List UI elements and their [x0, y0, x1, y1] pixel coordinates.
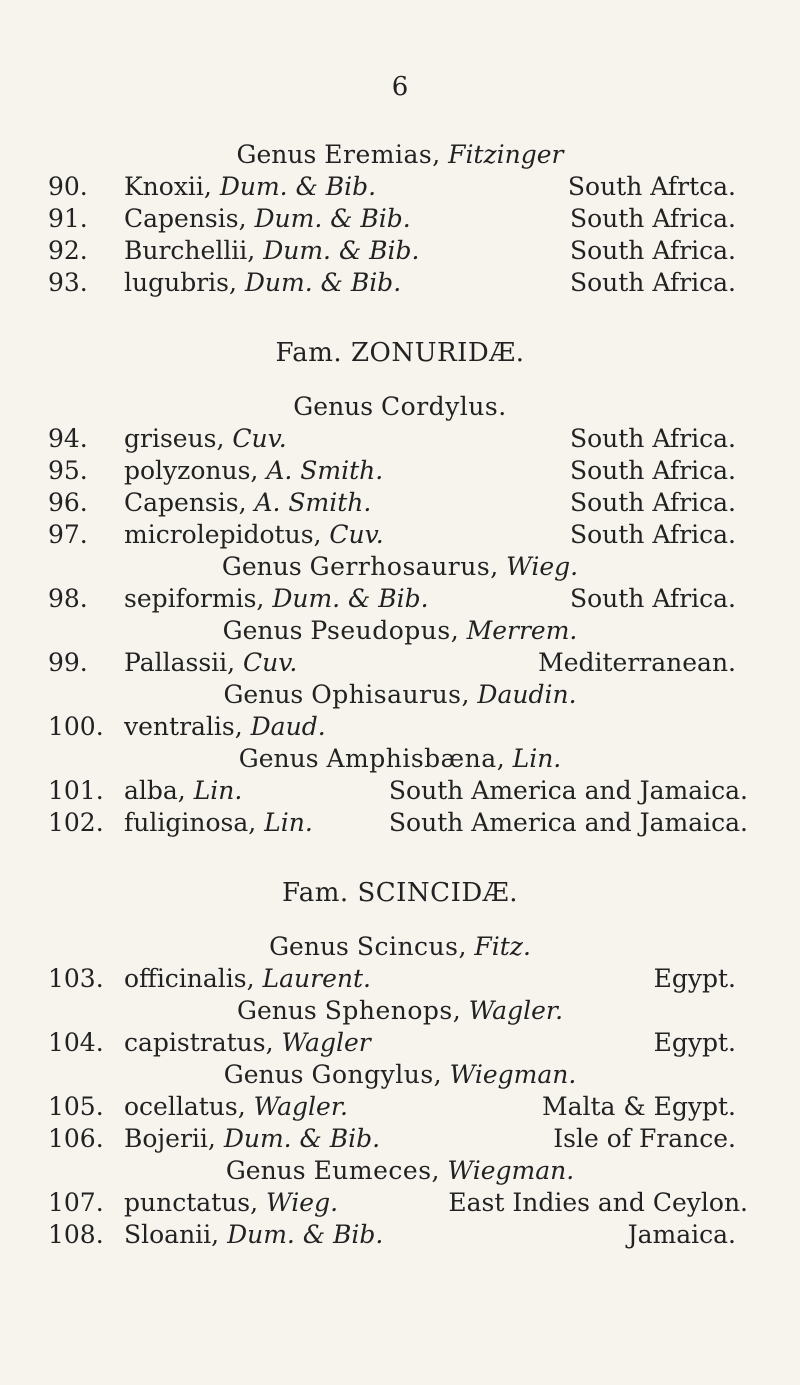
- species-authority: Dum. & Bib.: [244, 268, 402, 297]
- species-authority: Cuv.: [329, 520, 384, 549]
- species-entry: [0, 456, 800, 488]
- species-name: capistratus, Wagler: [124, 1028, 371, 1057]
- genus-name: Gerrhosaurus: [309, 552, 491, 581]
- entry-number: 105.: [48, 1092, 104, 1121]
- entry-number: 104.: [48, 1028, 104, 1057]
- genus-name: Gongylus: [311, 1060, 434, 1089]
- family-heading: Fam. SCINCIDÆ.: [282, 878, 518, 908]
- genus-authority: Lin.: [512, 744, 562, 773]
- species-authority: Cuv.: [243, 648, 298, 677]
- genus-heading: Genus Eumeces, Wiegman.: [225, 1156, 575, 1185]
- species-name: alba, Lin.: [124, 776, 243, 805]
- species-name: fuliginosa, Lin.: [124, 808, 313, 837]
- species-entry: [0, 488, 800, 520]
- species-locality: Egypt.: [653, 1028, 736, 1057]
- species-name: Knoxii, Dum. & Bib.: [124, 172, 377, 201]
- genus-authority: Wagler.: [468, 996, 564, 1025]
- genus-heading: Genus Gerrhosaurus, Wieg.: [221, 552, 579, 581]
- species-entry: [0, 520, 800, 552]
- species-locality: South America and Jamaica.: [388, 776, 748, 805]
- entry-number: 103.: [48, 964, 104, 993]
- entry-number: 101.: [48, 776, 104, 805]
- entry-number: 94.: [48, 424, 88, 453]
- species-name: ventralis, Daud.: [124, 712, 326, 741]
- species-name: punctatus, Wieg.: [124, 1188, 339, 1217]
- species-entry: [0, 776, 800, 808]
- species-authority: Laurent.: [262, 964, 371, 993]
- entry-number: 97.: [48, 520, 88, 549]
- species-entry: [0, 1124, 800, 1156]
- species-locality: Mediterranean.: [538, 648, 736, 677]
- species-authority: Dum. & Bib.: [272, 584, 429, 613]
- species-name: polyzonus, A. Smith.: [124, 456, 384, 485]
- entry-number: 107.: [48, 1188, 104, 1217]
- species-entry: [0, 1220, 800, 1252]
- species-name: microlepidotus, Cuv.: [124, 520, 384, 549]
- genus-authority: Fitzinger: [448, 140, 564, 169]
- species-entry: [0, 1028, 800, 1060]
- species-entry: [0, 712, 800, 744]
- species-authority: Dum. & Bib.: [223, 1124, 381, 1153]
- genus-name: Pseudopus: [310, 616, 451, 645]
- species-locality: South Africa.: [569, 520, 736, 549]
- species-entry: [0, 172, 800, 204]
- species-entry: [0, 1092, 800, 1124]
- genus-authority: Wiegman.: [449, 1060, 577, 1089]
- species-name: ocellatus, Wagler.: [124, 1092, 348, 1121]
- genus-heading: Genus Cordylus.: [293, 392, 507, 421]
- entry-number: 92.: [48, 236, 88, 265]
- species-name: lugubris, Dum. & Bib.: [124, 268, 402, 297]
- species-locality: South Africa.: [569, 456, 736, 485]
- species-authority: Cuv.: [232, 424, 287, 453]
- entry-number: 90.: [48, 172, 88, 201]
- species-locality: Isle of France.: [553, 1124, 736, 1153]
- species-authority: Dum. & Bib.: [219, 172, 377, 201]
- genus-heading: Genus Gongylus, Wiegman.: [223, 1060, 577, 1089]
- genus-heading: Genus Sphenops, Wagler.: [236, 996, 564, 1025]
- genus-authority: Wieg.: [506, 552, 579, 581]
- genus-heading: Genus Scincus, Fitz.: [269, 932, 531, 961]
- species-name: Pallassii, Cuv.: [124, 648, 298, 677]
- genus-name: Cordylus.: [381, 392, 507, 421]
- family-heading: Fam. ZONURIDÆ.: [275, 338, 525, 368]
- genus-authority: Daudin.: [477, 680, 577, 709]
- genus-heading: Genus Pseudopus, Merrem.: [222, 616, 578, 645]
- species-entry: [0, 648, 800, 680]
- species-authority: A. Smith.: [266, 456, 384, 485]
- entry-number: 91.: [48, 204, 88, 233]
- species-name: griseus, Cuv.: [124, 424, 287, 453]
- species-authority: Lin.: [264, 808, 313, 837]
- species-entry: [0, 424, 800, 456]
- species-entry: [0, 1188, 800, 1220]
- species-authority: A. Smith.: [254, 488, 372, 517]
- species-locality: South Africa.: [569, 584, 736, 613]
- species-name: Capensis, A. Smith.: [124, 488, 372, 517]
- species-locality: South Africa.: [569, 488, 736, 517]
- species-authority: Dum. & Bib.: [254, 204, 411, 233]
- species-authority: Wagler.: [253, 1092, 348, 1121]
- species-name: sepiformis, Dum. & Bib.: [124, 584, 429, 613]
- species-locality: South Africa.: [569, 204, 736, 233]
- genus-heading: Genus Amphisbæna, Lin.: [238, 744, 562, 773]
- species-authority: Dum. & Bib.: [263, 236, 420, 265]
- genus-name: Amphisbæna: [326, 744, 497, 773]
- species-locality: East Indies and Ceylon.: [448, 1188, 748, 1217]
- species-entry: [0, 204, 800, 236]
- entry-number: 102.: [48, 808, 104, 837]
- species-name: Burchellii, Dum. & Bib.: [124, 236, 420, 265]
- species-locality: Egypt.: [653, 964, 736, 993]
- species-entry: [0, 808, 800, 840]
- genus-name: Eumeces: [313, 1156, 432, 1185]
- entry-number: 108.: [48, 1220, 104, 1249]
- genus-authority: Fitz.: [474, 932, 531, 961]
- species-name: officinalis, Laurent.: [124, 964, 371, 993]
- species-locality: South Afrtca.: [567, 172, 736, 201]
- entry-number: 106.: [48, 1124, 104, 1153]
- genus-name: Scincus: [356, 932, 459, 961]
- species-authority: Dum. & Bib.: [227, 1220, 384, 1249]
- species-name: Bojerii, Dum. & Bib.: [124, 1124, 381, 1153]
- entry-number: 95.: [48, 456, 88, 485]
- species-entry: [0, 268, 800, 300]
- species-authority: Lin.: [193, 776, 243, 805]
- genus-heading: Genus Eremias, Fitzinger: [236, 140, 564, 169]
- entry-number: 93.: [48, 268, 88, 297]
- genus-name: Ophisaurus: [311, 680, 462, 709]
- page-number: 6: [391, 72, 409, 102]
- species-entry: [0, 964, 800, 996]
- species-locality: South America and Jamaica.: [388, 808, 748, 837]
- species-locality: South Africa.: [569, 424, 736, 453]
- entry-number: 98.: [48, 584, 88, 613]
- species-authority: Wieg.: [266, 1188, 339, 1217]
- genus-authority: Wiegman.: [447, 1156, 575, 1185]
- species-authority: Daud.: [250, 712, 326, 741]
- species-locality: South Africa.: [569, 268, 736, 297]
- species-entry: [0, 236, 800, 268]
- genus-heading: Genus Ophisaurus, Daudin.: [223, 680, 577, 709]
- genus-name: Sphenops: [324, 996, 453, 1025]
- genus-name: Eremias: [324, 140, 433, 169]
- species-entry: [0, 584, 800, 616]
- species-locality: South Africa.: [569, 236, 736, 265]
- entry-number: 99.: [48, 648, 88, 677]
- species-name: Capensis, Dum. & Bib.: [124, 204, 411, 233]
- entry-number: 100.: [48, 712, 104, 741]
- species-locality: Jamaica.: [627, 1220, 736, 1249]
- species-authority: Wagler: [281, 1028, 371, 1057]
- species-locality: Malta & Egypt.: [542, 1092, 736, 1121]
- genus-authority: Merrem.: [466, 616, 578, 645]
- species-name: Sloanii, Dum. & Bib.: [124, 1220, 384, 1249]
- entry-number: 96.: [48, 488, 88, 517]
